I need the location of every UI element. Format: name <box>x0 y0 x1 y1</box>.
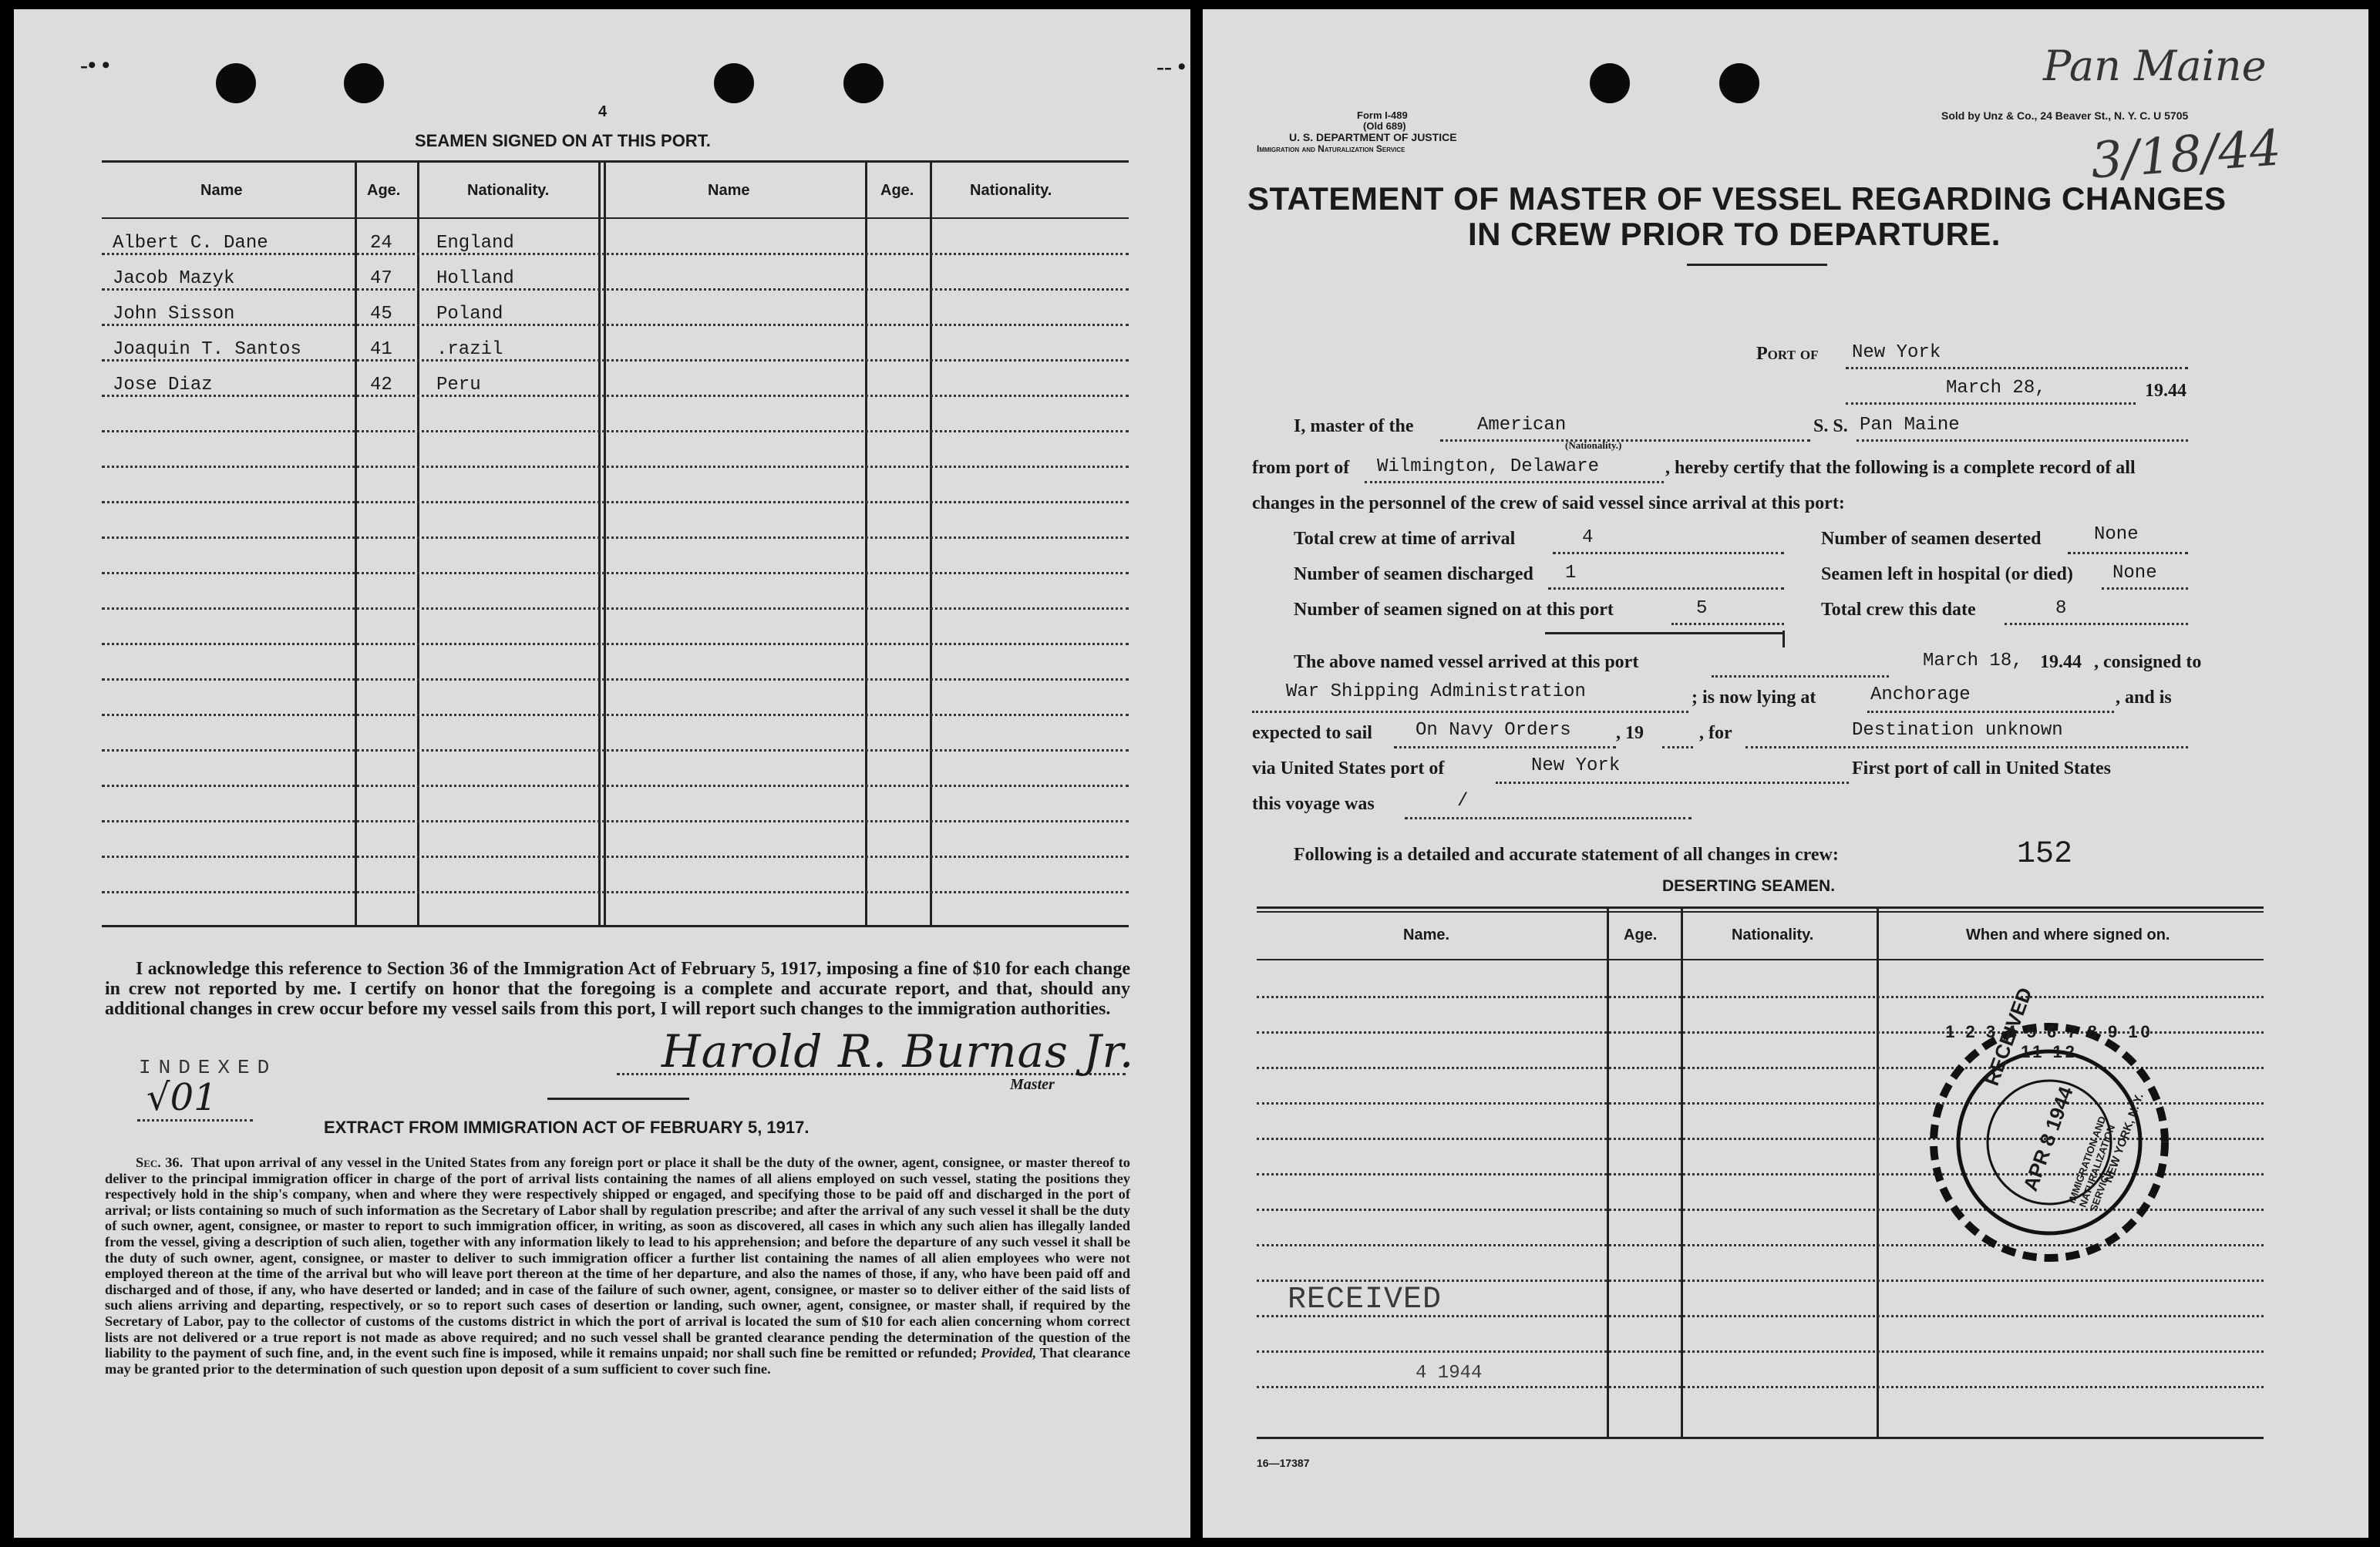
row-line <box>102 785 1129 787</box>
punch-hole <box>216 63 256 103</box>
nationality-value: American <box>1477 415 1567 436</box>
seaman-nationality: Poland <box>436 304 503 325</box>
margin-mark: -- • <box>1156 54 1186 79</box>
date-year: 19.44 <box>2145 381 2186 401</box>
col-divider <box>417 160 419 925</box>
row-line <box>102 430 1129 432</box>
form-footer: 16—17387 <box>1257 1457 1310 1469</box>
form-title-line2: IN CREW PRIOR TO DEPARTURE. <box>1468 216 2001 252</box>
col-divider <box>930 160 932 925</box>
and-is-text: , and is <box>2116 688 2172 708</box>
expected-year: , 19 <box>1616 723 1644 743</box>
col-divider <box>1607 906 1609 1437</box>
punch-hole <box>344 63 384 103</box>
row-line <box>1257 1280 2264 1282</box>
master-signature: Harold R. Burnas Jr. <box>661 1025 1135 1078</box>
consignee-value: War Shipping Administration <box>1286 681 1586 702</box>
col-divider <box>355 160 357 925</box>
destination-value: Destination unknown <box>1852 720 2063 741</box>
punch-hole <box>1590 63 1630 103</box>
seaman-nationality: .razil <box>436 339 503 360</box>
acknowledgement-text: I acknowledge this reference to Section 36 of the Immigration Act of February 5, 1917, imposing a fine of $10 for each change in crew not reported by me. I certify on honor that the foregoing is a complete and accurate report, and that, should any additional changes in crew occur before my vessel sails from this port, I will report such changes to the immigration authorities. <box>105 959 1130 1019</box>
deserting-table-bottom <box>1257 1437 2264 1439</box>
via-value: New York <box>1531 755 1621 776</box>
deserting-title: DESERTING SEAMEN. <box>1662 877 1836 895</box>
received-stamp: RECEIVED <box>1288 1283 1442 1317</box>
hospital-label: Seamen left in hospital (or died) <box>1821 564 2073 584</box>
row-line <box>102 536 1129 539</box>
punch-hole <box>843 63 884 103</box>
discharged-field <box>1548 566 1784 590</box>
hospital-value: None <box>2112 563 2157 583</box>
voyage-text: this voyage was <box>1252 794 1375 814</box>
col-divider <box>1877 906 1879 1437</box>
port-value: New York <box>1852 342 1941 363</box>
row-line <box>102 288 1129 291</box>
seaman-name: Jacob Mazyk <box>113 268 235 289</box>
deserting-col-name: Name. <box>1403 927 1450 943</box>
discharged-label: Number of seamen discharged <box>1294 564 1533 584</box>
seaman-name: John Sisson <box>113 304 235 325</box>
total-crew-date-label: Total crew this date <box>1821 600 1976 620</box>
col-header-nationality: Nationality. <box>467 182 550 199</box>
deserting-col-when-where: When and where signed on. <box>1966 927 2170 943</box>
row-line <box>102 607 1129 610</box>
total-crew-arrival-label: Total crew at time of arrival <box>1294 529 1516 549</box>
round-stamp-city: NEW YORK, N. Y. <box>2102 1091 2146 1185</box>
deserted-value: None <box>2094 524 2139 545</box>
port-label: Port of <box>1756 344 1819 364</box>
round-stamp-digits: 1 2 3 4 5 6 7 8 9 10 11 12 <box>1945 1022 2153 1061</box>
left-page <box>14 9 1190 1538</box>
seaman-name: Jose Diaz <box>113 375 213 395</box>
department: U. S. DEPARTMENT OF JUSTICE <box>1289 131 1457 143</box>
voyage-value: / <box>1457 791 1469 812</box>
margin-mark: -• • <box>80 52 110 78</box>
table-bottom-rule <box>102 925 1129 927</box>
divider-tick <box>1782 631 1787 647</box>
voyage-field <box>1405 795 1692 819</box>
certify-text: , hereby certify that the following is a complete record of all <box>1665 458 2136 478</box>
signed-on-label: Number of seamen signed on at this port <box>1294 600 1614 620</box>
round-received-stamp <box>1926 984 2173 1266</box>
lying-value: Anchorage <box>1870 684 1971 705</box>
col-header-name: Name <box>200 182 243 199</box>
signed-on-field <box>1671 601 1784 625</box>
nationality-caption: (Nationality.) <box>1565 439 1622 451</box>
round-stamp-date: APR 8 1944 <box>2018 1083 2078 1195</box>
seaman-age: 24 <box>370 233 392 254</box>
seaman-age: 47 <box>370 268 392 289</box>
deserting-header-rule <box>1257 959 2264 960</box>
col-divider <box>598 160 601 925</box>
sold-by: Sold by Unz & Co., 24 Beaver St., N. Y. C. U 5705 <box>1941 109 2189 122</box>
page-number: 4 <box>598 103 608 120</box>
ss-value: Pan Maine <box>1860 415 1960 436</box>
round-stamp-received: RECEIVED <box>1980 984 2037 1089</box>
row-line <box>102 572 1129 574</box>
indexed-stamp: INDEXED <box>139 1056 278 1079</box>
row-line <box>102 466 1129 468</box>
row-line <box>102 820 1129 822</box>
consigned-text: , consigned to <box>2094 652 2202 672</box>
seaman-name: Albert C. Dane <box>113 233 268 254</box>
service: Immigration and Naturalization Service <box>1257 143 1405 154</box>
from-port-value: Wilmington, Delaware <box>1377 456 1600 477</box>
deserted-label: Number of seamen deserted <box>1821 529 2042 549</box>
extract-proviso: That clearance may be granted prior to the determination of such question upon deposit of a sum sufficient to cover such fine. <box>105 1345 1130 1377</box>
col-divider <box>865 160 867 925</box>
row-line <box>1257 996 2264 998</box>
row-line <box>102 678 1129 681</box>
round-stamp-inner <box>1926 984 2173 1266</box>
stats-rule <box>1545 632 1782 634</box>
indexed-mark: √01 <box>146 1076 217 1119</box>
deserting-col-nationality: Nationality. <box>1732 927 1814 943</box>
lying-text: ; is now lying at <box>1692 688 1816 708</box>
from-port-label: from port of <box>1252 458 1350 478</box>
received-date-stamp: 4 1944 <box>1416 1363 1483 1384</box>
col-divider <box>1681 906 1683 1437</box>
row-line <box>102 643 1129 645</box>
short-rule <box>547 1098 689 1100</box>
arrived-text: The above named vessel arrived at this port <box>1294 652 1639 672</box>
first-port-text: First port of call in United States <box>1852 758 2111 779</box>
seaman-nationality: Peru <box>436 375 481 395</box>
seaman-nationality: Holland <box>436 268 514 289</box>
col-header-age-2: Age. <box>880 182 914 199</box>
seaman-age: 41 <box>370 339 392 360</box>
arrived-field <box>1712 654 1889 678</box>
master-label: Master <box>1010 1076 1055 1093</box>
col-header-nationality-2: Nationality. <box>970 182 1052 199</box>
col-divider <box>604 160 606 925</box>
deserting-table-top <box>1257 906 2264 909</box>
handwritten-number: 152 <box>2017 837 2073 872</box>
seaman-age: 42 <box>370 375 392 395</box>
title-rule <box>1687 264 1827 266</box>
row-line <box>102 324 1129 326</box>
signed-on-value: 5 <box>1696 598 1708 619</box>
expected-value: On Navy Orders <box>1416 720 1571 741</box>
table-top-rule <box>102 160 1129 163</box>
right-page <box>1156 9 2368 1538</box>
row-line <box>102 714 1129 716</box>
punch-hole <box>714 63 754 103</box>
expected-text: expected to sail <box>1252 723 1372 743</box>
col-header-name-2: Name <box>708 182 750 199</box>
handwritten-date: 3/18/44 <box>2089 119 2283 190</box>
deserting-table-top2 <box>1257 911 2264 913</box>
for-text: , for <box>1699 723 1732 743</box>
deserting-col-age: Age. <box>1624 927 1658 943</box>
via-text: via United States port of <box>1252 758 1445 779</box>
handwritten-note: Pan Maine <box>2043 42 2267 90</box>
form-old: (Old 689) <box>1363 120 1406 132</box>
date-value: March 28, <box>1946 378 2046 399</box>
ss-label: S. S. <box>1813 416 1848 436</box>
row-line <box>102 891 1129 893</box>
punch-hole <box>1719 63 1759 103</box>
master-of-label: I, master of the <box>1294 416 1414 436</box>
form-title-line1: STATEMENT OF MASTER OF VESSEL REGARDING CHANGES <box>1247 180 2227 217</box>
seaman-nationality: England <box>436 233 514 254</box>
changes-text: changes in the personnel of the crew of said vessel since arrival at this port: <box>1252 493 1845 513</box>
round-stamp-agency: IMMIGRATION AND NATURALIZATION SERVICE <box>2065 1115 2118 1213</box>
discharged-value: 1 <box>1565 563 1577 583</box>
arrived-year: 19.44 <box>2040 652 2082 672</box>
extract-body <box>105 1155 1130 1377</box>
row-line <box>102 395 1129 397</box>
seaman-age: 45 <box>370 304 392 325</box>
row-line <box>102 856 1129 858</box>
row-line <box>102 501 1129 503</box>
seaman-name: Joaquin T. Santos <box>113 339 301 360</box>
form-number: Form I-489 <box>1357 109 1408 121</box>
following-text: Following is a detailed and accurate statement of all changes in crew: <box>1294 845 1839 865</box>
total-crew-arrival-value: 4 <box>1582 527 1594 548</box>
row-line <box>1257 1386 2264 1388</box>
total-crew-date-value: 8 <box>2055 598 2067 619</box>
extract-section: Sec. 36. <box>136 1155 183 1170</box>
row-line <box>1257 1350 2264 1353</box>
indexed-rule <box>137 1119 253 1122</box>
total-crew-date-field <box>2005 601 2188 625</box>
seamen-signed-title: SEAMEN SIGNED ON AT THIS PORT. <box>415 131 711 150</box>
row-line <box>102 749 1129 752</box>
arrived-date: March 18, <box>1923 651 2023 671</box>
col-header-age: Age. <box>367 182 401 199</box>
expected-year-field <box>1662 725 1693 748</box>
table-header-rule <box>102 217 1129 219</box>
extract-proviso-word: Provided, <box>981 1345 1037 1361</box>
extract-title: EXTRACT FROM IMMIGRATION ACT OF FEBRUARY 5, 1917. <box>324 1118 810 1137</box>
extract-body-text: That upon arrival of any vessel in the United States from any foreign port or place it shall be the duty of the owner, agent, consignee, or master thereof to deliver to the principal immigration officer in charge of the port of arrival lists containing the names of all aliens employed on such vessel, stating the positions they respectively hold in the ship's company, when and where they were respectively shipped or engaged, and specifying those to be paid off and discharged in the port of arrival; or lists containing so much of such information as the Secretary of Labor shall by regulation prescribe; and after the arrival of any such vessel it shall be the duty of such owner, agent, consignee, or master to report to such immigration officer, in writing, as soon as discovered, all cases in which any such alien has illegally landed from the vessel, giving a description of such alien, together with any information likely to lead to his apprehension; and before the departure of any such vessel it shall be the duty of such owner, agent, consignee, or master to deliver to such immigration officer a further list containing the names of all alien employees who were not employed thereon at the time of the arrival but who will leave port thereon at the time of her departure, and also the names of those, if any, who have been paid off and discharged and of those, if any, who have deserted or landed; and in case of the failure of such owner, agent, consignee, or master so to deliver either of the said lists of such aliens arriving and departing, respectively, or so to report such cases of desertion or landing, such owner, agent, consignee, or master shall, if required by the Secretary of Labor, pay to the collector of customs of the customs district in which the port of arrival is located the sum of $10 for each alien concerning whom correct lists are not delivered or a true report is not made as above required; and no such vessel shall be granted clearance pending the determination of the question of the liability to the payment of such fine, and, in the event such fine is imposed, while it remains unpaid; nor shall such fine be remitted or refunded; <box>105 1155 1130 1361</box>
